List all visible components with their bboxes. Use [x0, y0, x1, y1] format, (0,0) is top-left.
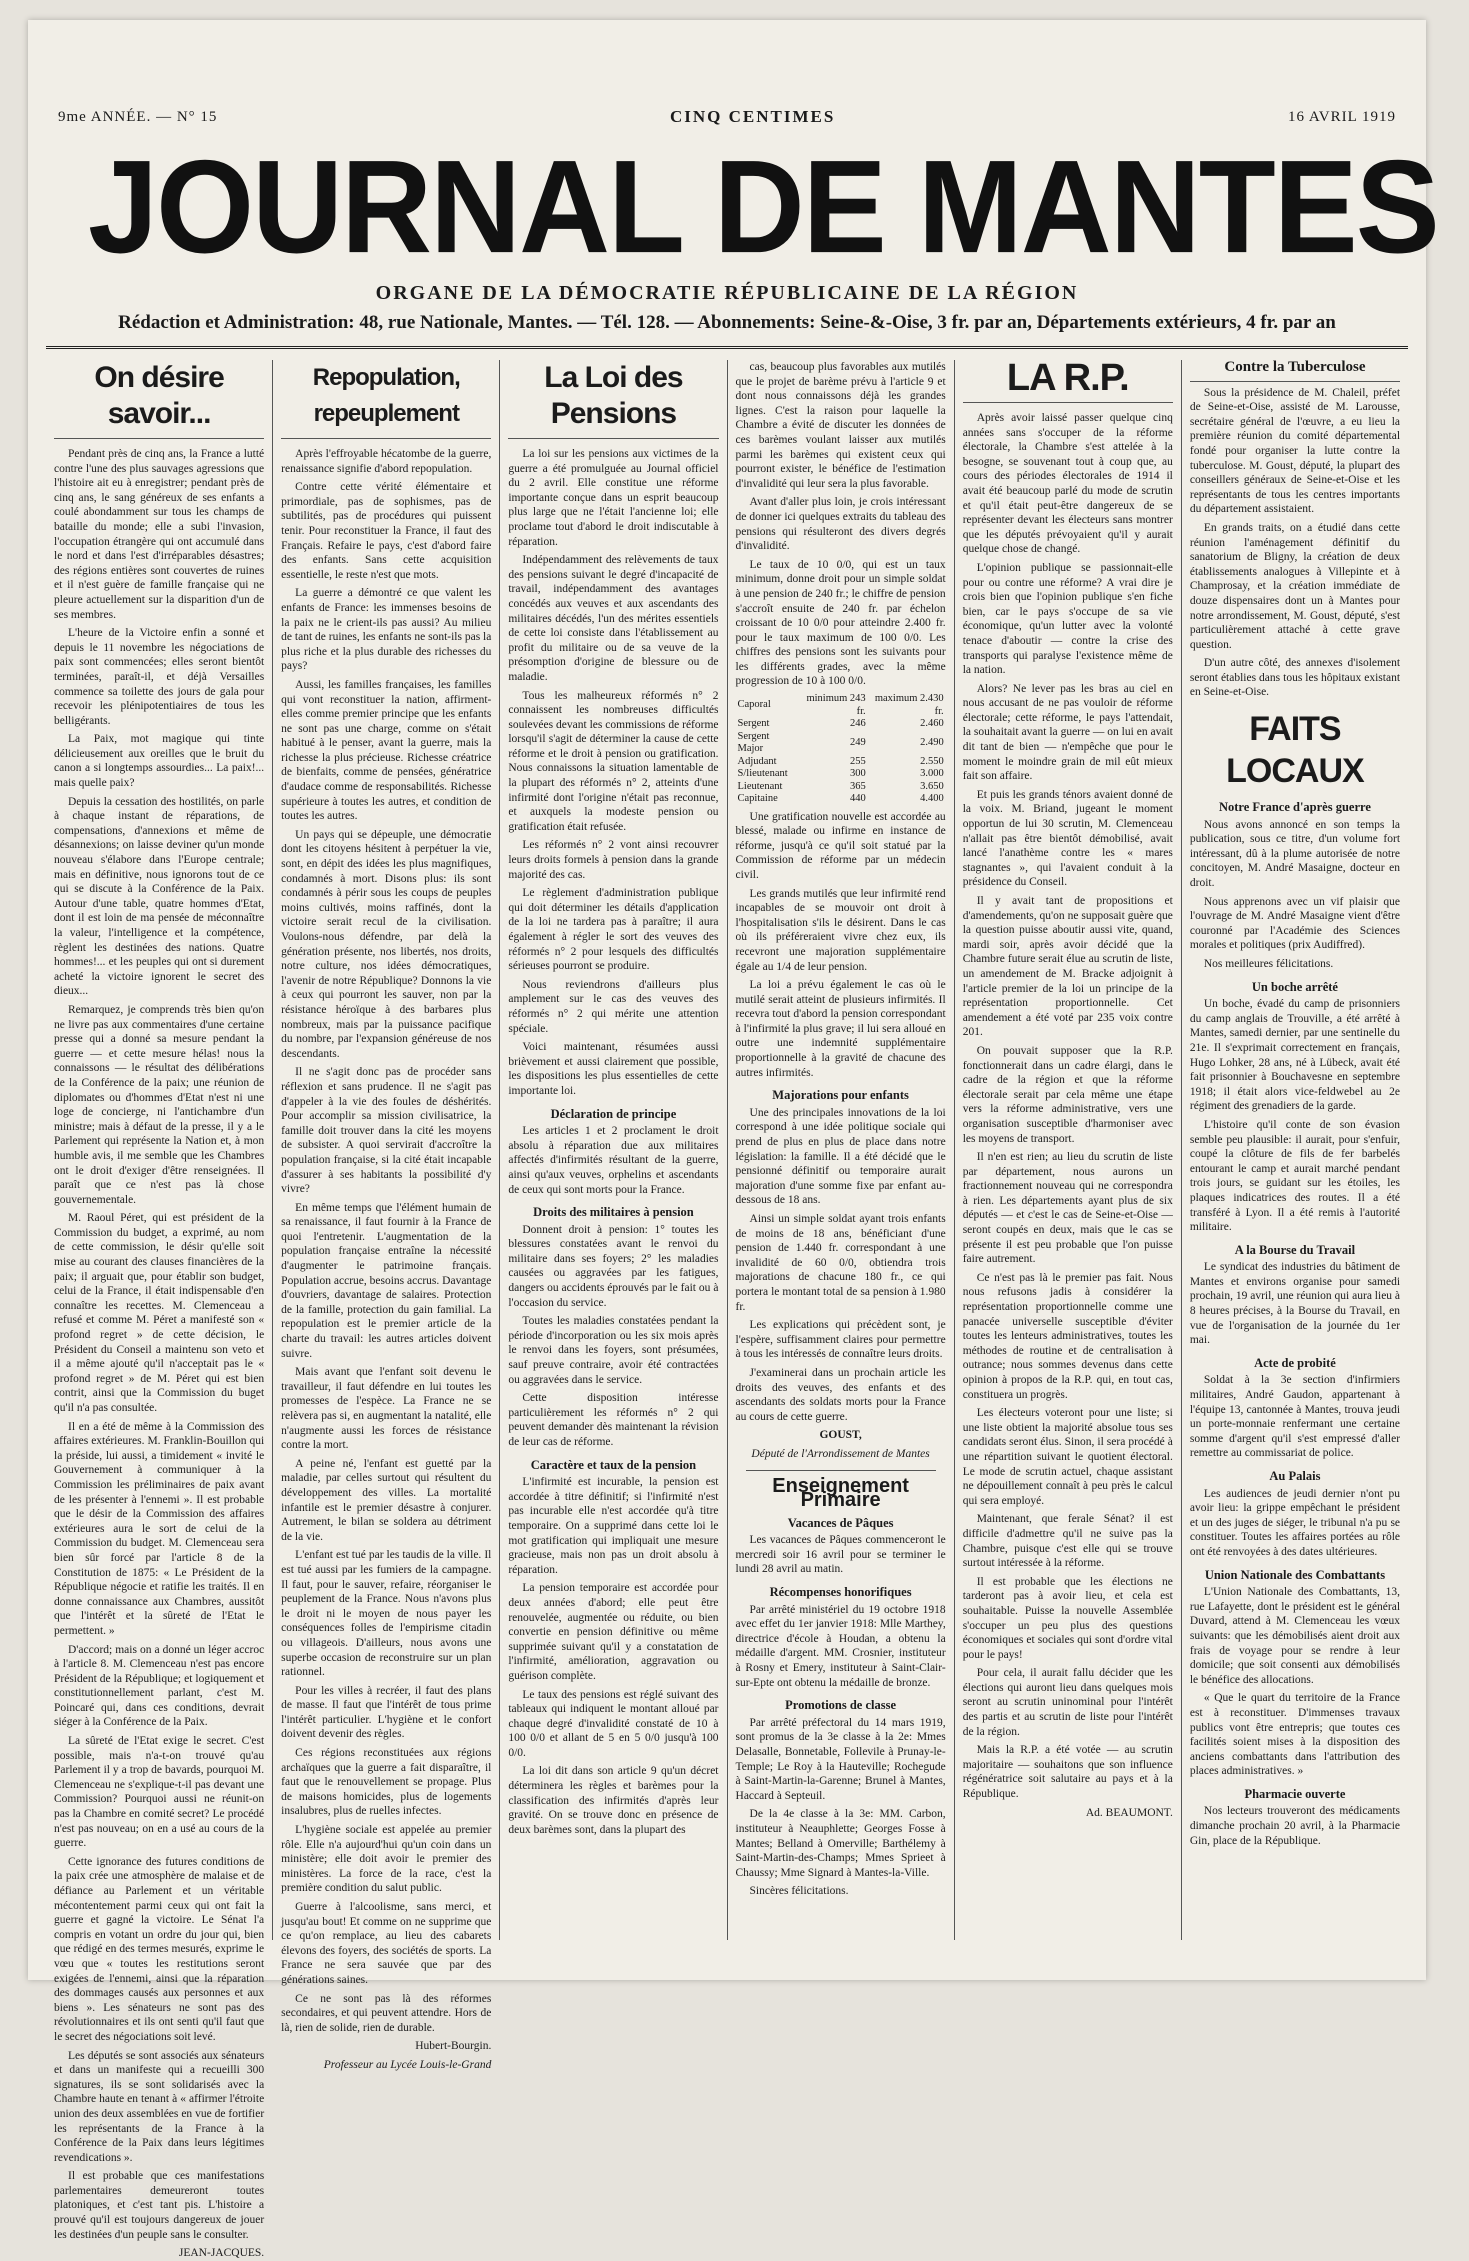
author-signature: JEAN-JACQUES. [178, 2247, 265, 2260]
table-cell: 246 [849, 718, 866, 730]
table-cell: Lieutenant [737, 780, 783, 792]
section-heading: Au Palais [1269, 1469, 1321, 1483]
paragraph: Un pays qui se dépeuple, une démocratie dont les citoyens hésitent à perpétuer la vie, sont, en dépit des idées les plus magnifiques, condamnés à mort. Disons plus: ils sont condamnés à périr sous les coups de peuples moins cultivés, moins raffinés, dont la victoire serait recul de la civilisation. Voulons-nous défendre, par delà la génération présente, nos libertés, nos droits, notre culture, nos idées démocratiques, l'avenir de notre République? Donnons la vie à ceux qui pourront les sauver, non par la résistance héroïque à des barbares plus nombreux, mais par la puissance pacifique du nombre, par l'expansion généreuse de nos descendants. [281, 828, 492, 1060]
paragraph: Et puis les grands ténors avaient donné de la voix. M. Briand, jugeant le moment opportun de lui 30 scrutin, M. Clemenceau n'allait pas être bientôt démobilisé, avait lancé l'anathème contre les « mares stagnantes », qui l'avaient conduit à la présidence du Conseil. [962, 788, 1173, 889]
paragraph: De la 4e classe à la 3e: MM. Carbon, instituteur à Neauphlette; Georges Fosse à Mantes; Belland à Omerville; Barthélemy à Saint-Martin-des-Champs; Mmes Sprieet à Chaussy; Mme Signard à Mantes-la-Ville. [735, 1808, 946, 1879]
paragraph: Ces régions reconstituées aux régions archaïques que la guerre a fait disparaître, il faut que le renouvellement se propage. Plus de maisons homicides, plus de logements insalubres, plus de ruelles infectes. [281, 1747, 492, 1818]
paragraph: Après avoir laissé passer quelque cinq années sans s'occuper de la réforme électorale, la Chambre s'est attelée à la besogne, se souvenant tout à coup que, au cours des périodes électorales de 1914 il avait été beaucoup parlé du mode de scrutin et qu'il était peut-être dangereux de se représenter devant les électeurs sans montrer que les députés prévoyaient qu'il y aurait quelque chose de changé. [962, 412, 1173, 556]
paragraph: Le taux des pensions est réglé suivant des tableaux qui indiquent le montant alloué par chaque degré d'invalidité constaté de 10 à 100 0/0 et allant de 5 en 5 0/0 jusqu'à 100 0/0. [508, 1688, 719, 1759]
masthead-address: Rédaction et Administration: 48, rue Nationale, Mantes. — Tél. 128. — Abonnements: Seine-&-Oise, 3 fr. par an, Départements extérieurs, 4 fr. par an [118, 312, 1336, 333]
article-title: On désire savoir... [54, 360, 264, 439]
section-heading: Un boche arrêté [1251, 979, 1338, 994]
paragraph: cas, beaucoup plus favorables aux mutilés que le projet de barème prévu à l'article 9 et dont nous connaissons déjà les grandes lignes. C'est la raison pour laquelle la Chambre a évité de discuter les données de ces barèmes voulant laisser aux mutilés parmi les barèmes qui existent ceux qui pourront exister, le bénéfice de l'estimation d'invalidité qui leur sera la plus favorable. [735, 361, 946, 490]
paragraph: Indépendamment des relèvements de taux des pensions suivant le degré d'incapacité de travail, indépendamment des avantages concédés aux veuves et aux ascendants des militaires décédés, l'un des mérites essentiels de cette loi consiste dans l'établissement au profit du militaire ou de sa veuve de la présomption d'origine de blessure ou de maladie. [508, 554, 719, 683]
table-row [736, 793, 946, 806]
paragraph: En grands traits, on a étudié dans cette réunion l'aménagement définitif du sanatorium de Bligny, la création de deux établissements analogues à Villepinte et à Champrosay, et la création immédiate de douze dispensaires dont un à Mantes pour notre arrondissement, M. Goust, député, s'est particulièrement attaché à cette grave question. [1189, 521, 1401, 651]
table-cell: 4.400 [920, 793, 944, 805]
paragraph: Remarquez, je comprends très bien qu'on ne livre pas aux commentaires d'une certaine presse qui a donné sa mesure pendant la guerre — et cette mesure hélas! nous la connaissons — le résultat des délibérations de la Conférence de la paix; une réunion de diplomates ou d'hommes d'Etat n'est ni une loge de concierge, ni l'antichambre d'un ministre; mais à défaut de la presse, il y a le Parlement qui représente la Nation et, à mon humble avis, il me semble que les Chambres ont le droit d'exiger d'être renseignées. Il paraît que ce n'est pas là chose gouvernementale. [54, 1003, 265, 1206]
column-6 [1181, 360, 1408, 1940]
paragraph: Mais la R.P. a été votée — au scrutin majoritaire — souhaitons que son influence régénératrice soit salutaire au pays et à la République. [962, 1744, 1173, 1801]
article-title: LA R.P. [963, 360, 1173, 403]
paragraph: Nous reviendrons d'ailleurs plus amplement sur le cas des veuves des réformés n° 2 qui mérite une attention spéciale. [508, 978, 719, 1035]
table-cell: 2.550 [920, 755, 944, 767]
column-4 [727, 360, 954, 1940]
paragraph: Avant d'aller plus loin, je crois intéressant de donner ici quelques extraits du tableau des pensions qui résulteront des divers degrés d'invalidité. [735, 496, 946, 553]
paragraph: On pouvait supposer que la R.P. fonctionnerait dans un cadre élargi, dans le cadre de la région et que la réforme électorale serait par cela même une étape vers la réforme administrative, vers une organisation susceptible d'harmoniser avec les moyens de transport. [962, 1044, 1173, 1145]
paragraph: La guerre a démontré ce que valent les enfants de France: les immenses besoins de la paix ne le crient-ils pas aussi? Au milieu de tant de ruines, les enfants ne sont-ils pas la plus riche et la plus durable des richesses du pays? [281, 587, 492, 673]
table-row [736, 718, 946, 731]
paragraph: Sincères félicitations. [749, 1885, 849, 1898]
table-row [736, 768, 946, 781]
table-row [736, 693, 946, 718]
section-heading: Droits des militaires à pension [533, 1205, 694, 1220]
table-cell: 249 [849, 736, 866, 748]
table-cell: Sergent [737, 718, 770, 730]
paragraph: Une des principales innovations de la loi correspond à une idée politique sociale qui prend de plus en plus de place dans notre législation: la famille. Il a été décidé que le pensionné définitif ou temporaire aurait majoration d'une somme fixe par enfant au-dessous de 18 ans. [735, 1106, 946, 1207]
paragraph: Soldat à la 3e section d'infirmiers militaires, André Gaudon, appartenant à l'équipe 13, cantonnée à Mantes, trouva jeudi un porte-monnaie renfermant une certaine somme d'argent qu'il s'est empressé d'aller remettre au commissariat de police. [1189, 1374, 1401, 1460]
paragraph: Donnent droit à pension: 1° toutes les blessures constatées avant le renvoi du militaire dans ses foyers; 2° les maladies causées ou aggravées par les fatigues, dangers ou accidents éprouvés par le fait ou à l'occasion du service. [508, 1223, 719, 1309]
paragraph: Cette disposition intéresse particulièrement les réformés n° 2 qui peuvent demander dès maintenant la révision de leur cas de réforme. [508, 1392, 719, 1448]
paragraph: Les députés se sont associés aux sénateurs et dans un manifeste qui a recueilli 300 signatures, ils se sont solidarisés avec la Chambre haute en tenant à « affirmer l'étroite union des deux assemblées en vue de fortifier les représentants de la France à la Conférence de la Paix dans leurs légitimes revendications ». [54, 2049, 265, 2164]
paragraph: L'histoire qu'il conte de son évasion semble peu plausible: il aurait, pour s'enfuir, coupé la clôture de fils de fer barbelés entourant le camp et aurait marché pendant trois jours, se guidant sur les étoiles, les plaques indicatrices des routes. Il a été transféré à Lyon. Il a été remis à l'autorité militaire. [1189, 1118, 1401, 1234]
author-signature: Ad. BEAUMONT. [1085, 1806, 1173, 1819]
article-columns [46, 357, 1408, 2260]
divider [746, 1470, 936, 1471]
paragraph: Il y avait tant de propositions et d'amendements, qu'on ne supposait guère que la question puisse aboutir aussi vite, quand, mardi soir, après avoir décidé que la Chambre future serait élue au scrutin de liste, un amendement de M. Bracke adjoignit à l'article premier de la loi un principe de la représentation proportionnelle. Cet amendement a été voté par 235 voix contre 201. [962, 895, 1173, 1039]
paragraph: La sûreté de l'Etat exige le secret. C'est possible, mais n'a-t-on trouvé qu'au Parlement il y a trop de bavards, pourquoi M. Clemenceau ne s'explique-t-il pas devant une Commission? Pourquoi aussi ne réunit-on pas la Chambre en comité secret? Le procédé n'est pas nouveau; on en a usé au cours de la guerre. [54, 1735, 265, 1850]
paragraph: Toutes les maladies constatées pendant la période d'incorporation ou les six mois après le renvoi dans les foyers, sont présumées, sauf preuve contraire, avoir été contractées ou aggravées dans le service. [508, 1315, 719, 1386]
table-cell: Sergent Major [737, 730, 770, 755]
table-cell: 365 [849, 780, 866, 792]
paragraph: M. Raoul Péret, qui est président de la Commission du budget, a exprimé, au nom de cette commission, le désir qu'elle soit mise au courant des clauses financières de la paix; il arguait que, pour établir son budget, celui de la France, il était indispensable d'en connaître les recettes. M. Clemenceau a refusé et comme M. Péret a manifesté son « profond regret » de cette décision, le Président du Conseil a maintenu son veto et il a même ajouté qu'il n'acceptait pas le « profond regret » de M. Péret qui est bien contrit, ainsi que la Commission du buget qu'il n'a pas consultée. [54, 1212, 265, 1414]
table-cell: 300 [849, 768, 866, 780]
paragraph: Les explications qui précèdent sont, je l'espère, suffisamment claires pour permettre à tous les intéressés de connaître leurs droits. [735, 1319, 946, 1361]
issue-date: 16 AVRIL 1919 [1287, 108, 1396, 125]
masthead-subtitle: ORGANE DE LA DÉMOCRATIE RÉPUBLICAINE DE LA RÉGION [375, 282, 1079, 304]
paragraph: Les électeurs voteront pour une liste; si une liste obtient la majorité absolue tous ses candidats seront élus. Sinon, il sera procédé à une répartition suivant le quotient électoral. Le mode de scrutin actuel, chaque assistant ne dépouillement connaît à peu près le calcul qui sera employé. [962, 1407, 1173, 1507]
paragraph: Ce n'est pas là le premier pas fait. Nous nous refusons jadis à considérer la représentation proportionnelle comme une panacée universelle susceptible d'éviter toutes les lenteurs administratives, toutes les méthodes de routine et de centralisation à outrance; nous sommes devenus dans cette opinion à propos de la R.P. qui, en tout cas, constituera un progrès. [962, 1271, 1173, 1401]
paragraph: D'un autre côté, des annexes d'isolement seront établies dans tous les hôpitaux existant en Seine-et-Oise. [1189, 657, 1401, 699]
section-heading: Récompenses honorifiques [769, 1585, 912, 1600]
paragraph: L'infirmité est incurable, la pension est accordée à titre définitif; si l'infirmité n'est pas incurable elle n'est accordée qu'à titre temporaire. On a supprimé dans cette loi le mot gratification qui impliquait une mesure gracieuse, mais non pas un droit absolu à réparation. [508, 1476, 719, 1576]
paragraph: Les articles 1 et 2 proclament le droit absolu à réparation due aux militaires affectés d'infirmités résultant de la guerre, ainsi qu'aux veuves, orphelins et ascendants de ceux qui sont morts pour la France. [508, 1125, 719, 1196]
paragraph: Ce ne sont pas là des réformes secondaires, et qui peuvent attendre. Hors de là, rien de solide, rien de durable. [281, 1992, 492, 2034]
paragraph: Les réformés n° 2 vont ainsi recouvrer leurs droits formels à pension dans la grande majorité des cas. [508, 839, 719, 881]
paragraph: Il en a été de même à la Commission des affaires extérieures. M. Franklin-Bouillon qui la préside, lui aussi, a timidement « invité le Gouvernement à communiquer à la Commission les préliminaires de paix avant de les présenter à l'ennemi ». Il est probable que le désir de la Commission des affaires extérieures aura le sort de celui de la Commission du budget. M. Clemenceau sera bien sûr forcé par l'article 8 de la Constitution de 1875: « Le Président de la République négocie et ratifie les traités. Il en donne connaissance aux Chambres, aussitôt que l'intérêt et la sûreté de l'Etat le permettent. » [54, 1420, 265, 1637]
paragraph: Pendant près de cinq ans, la France a lutté contre l'une des plus sauvages agressions que l'histoire ait eu à enregistrer; pendant près de cinq ans, le sang généreux de ses enfants a coulé abondamment sur tous les champs de bataille du monde; elle a subi l'invasion, l'occupation étrangère qui ont accumulé dans le nord et dans l'est d'irréparables désastres; des régions entières sont couvertes de ruines et il n'est guère de famille française qui ne pleure actuellement sur la disparition d'un de ses membres. [54, 448, 265, 621]
paragraph: Maintenant, que ferale Sénat? il est difficile d'admettre qu'il ne suive pas la Chambre, puisque c'est elle qui se trouve surtout intéressée à la réforme. [962, 1513, 1173, 1570]
header-divider [46, 346, 1408, 349]
section-heading: Notre France d'après guerre [1218, 800, 1371, 815]
table-cell: 2.490 [920, 736, 944, 748]
paragraph: La pension temporaire est accordée pour deux années d'abord; elle peut être renouvelée, augmentée ou réduite, ou bien convertie en pension définitive ou même supprimée suivant qu'il y a constatation de l'infirmité, amélioration, aggravation ou guérison complète. [508, 1582, 719, 1682]
table-cell: 440 [849, 793, 866, 805]
issue-number: 9me ANNÉE. — N° 15 [58, 108, 218, 125]
table-cell: 3.650 [920, 780, 944, 792]
paragraph: Cette ignorance des futures conditions de la paix crée une atmosphère de malaise et de défiance au Parlement et un véritable mécontentement parmi ceux qui ont fait la guerre et gagné la victoire. Le Sénat l'a compris en votant un ordre du jour qui, bien que rédigé en des termes mesurés, exprime le vœu que « toutes les restitutions seront exigées de l'ennemi, ainsi que la réparation des dommages causés aux personnes et aux biens ». Les sénateurs ne sont pas des révolutionnaires et ils ont senti qu'il faut que le secret des négociations soit levé. [54, 1855, 265, 2043]
paragraph: Il ne s'agit donc pas de procéder sans réflexion et sans prudence. Il ne s'agit pas d'appeler à la vie des foules de déshérités. Pour accomplir sa mission civilisatrice, la famille doit trouver dans la cité les moyens de subsister. A quoi servirait d'accroître la population française, si la cité était incapable d'assurer à ses habitants la possibilité d'y vivre? [281, 1066, 492, 1196]
paragraph: Nous avons annoncé en son temps la publication, sous ce titre, d'un volume fort intéressant, dû à la plume autorisée de notre concitoyen, M. André Masaigne, docteur en droit. [1189, 818, 1401, 890]
paragraph: « Que le quart du territoire de la France est à reconstituer. D'immenses travaux publics vont être entrepris; que toutes ces facilités soient mises à la disposition des anciens combattants dans l'attribution des places administratives. » [1189, 1692, 1401, 1778]
table-row [736, 731, 946, 756]
table-cell: Adjudant [737, 755, 777, 767]
paragraph: J'examinerai dans un prochain article les droits des veuves, des enfants et des ascendants des soldats morts pour la France au cours de cette guerre. [735, 1366, 946, 1423]
paragraph: D'accord; mais on a donné un léger accroc à l'article 8. M. Clemenceau n'est pas encore Président de la République; et logiquement et constitutionnellement parlant, c'est M. Poincaré qui, dans ces conditions, devrait siéger à la Conférence de la Paix. [54, 1643, 265, 1729]
paragraph: Alors? Ne lever pas les bras au ciel en nous accusant de ne pas vouloir de réforme électorale; cette réforme, le pays l'attendait, la souhaitait avant la guerre — on lui en avait dit tant de bien — n'empêche que pour le moment le moindre grain de mil eût mieux fait son affaire. [962, 682, 1173, 783]
paragraph: Les audiences de jeudi dernier n'ont pu avoir lieu: la grippe empêchant le président et un des juges de siéger, le tribunal n'a pu se constituer. Toutes les affaires portées au rôle ont été renvoyées à des dates ultérieures. [1189, 1487, 1401, 1558]
paragraph: L'Union Nationale des Combattants, 13, rue Lafayette, dont le président est le général Duvard, attend à M. Clemenceau les vœux suivants: que les démobilisés aient droit aux frais de voyage pour se rendre à leur domicile; que soit consenti aux démobilisés le bénéfice des allocations. [1189, 1586, 1401, 1686]
paragraph: Après l'effroyable hécatombe de la guerre, renaissance signifie d'abord repopulation. [281, 448, 492, 475]
table-cell: Caporal [737, 699, 771, 711]
paragraph: Nos meilleures félicitations. [1203, 958, 1334, 970]
section-heading: Pharmacie ouverte [1244, 1786, 1346, 1801]
header-topline [58, 104, 1396, 130]
column-2 [272, 360, 499, 2071]
author-title: Professeur au Lycée Louis-le-Grand [323, 2058, 492, 2071]
table-row [736, 756, 946, 769]
paragraph: L'hygiène sociale est appelée au premier rôle. Elle n'a aujourd'hui qu'un coin dans un ministère; elle doit avoir le premier des ministères. La force de la race, c'est la première condition du salut public. [281, 1824, 492, 1895]
pension-table [736, 693, 946, 806]
section-heading: Union Nationale des Combattants [1204, 1567, 1386, 1582]
paragraph: Le taux de 10 0/0, qui est un taux minimum, donne droit pour un simple soldat à une pension de 240 fr.; le chiffre de pension s'accroît ensuite de 240 fr. par échelon croissant de 10 0/0 pour atteindre 2.400 fr. pour le taux maximum de 100 0/0. Les chiffres des pensions sont les suivants pour les différents grades, avec la même progression de 10 à 100 0/0. [735, 558, 946, 688]
table-cell: S/lieutenant [737, 768, 788, 780]
section-heading: Caractère et taux de la pension [530, 1457, 697, 1472]
column-1 [46, 360, 272, 2260]
section-heading: Promotions de classe [785, 1698, 897, 1713]
price: CINQ CENTIMES [670, 107, 836, 126]
section-title: Enseignement Primaire [772, 1474, 909, 1512]
table-cell: maximum 2.430 fr. [874, 693, 944, 717]
paragraph: Ainsi un simple soldat ayant trois enfants de moins de 18 ans, bénéficiant d'une pension de 1.440 fr. correspondant à une invalidité de 60 0/0, obtiendra trois majorations de chacune 180 fr., ce qui portera le montant total de sa pension à 1.980 fr. [735, 1213, 946, 1313]
article-title: Repopulation, repeuplement [281, 360, 491, 439]
paragraph: L'enfant est tué par les taudis de la ville. Il est tué aussi par les fumiers de la campagne. Il faut, pour le sauver, refaire, réorganiser le peuplement de la France. Nous n'avons plus le droit ni le moyen de nous payer les conséquences folles de l'empirisme citadin ou villageois. D'ailleurs, nous avons une superbe occasion de reconstruire sur un plan rationnel. [281, 1549, 492, 1679]
paragraph: La loi a prévu également le cas où le mutilé serait atteint de plusieurs infirmités. Il recevra tout d'abord la pension correspondant à l'infirmité la plus grave; il lui sera alloué en outre une indemnité supplémentaire proportionnelle à la gravité de chacune des autres infirmités. [735, 979, 946, 1079]
paragraph: La loi dit dans son article 9 qu'un décret déterminera les règles et barèmes pour la classification des infirmités d'après leur gravité. On se trouve donc en présence de deux barèmes sont, dans la plupart des [508, 1765, 719, 1836]
paragraph: Voici maintenant, résumées aussi brièvement et aussi clairement que possible, les dispositions les plus essentielles de cette importante loi. [508, 1041, 719, 1097]
paragraph: Mais avant que l'enfant soit devenu le travailleur, il faut défendre en lui toutes les promesses de l'espèce. La France ne se relèvera pas si, en augmentant la natalité, elle n'augmente aussi les forces de résistance contre la mort. [281, 1366, 492, 1452]
paragraph: Contre cette vérité élémentaire et primordiale, pas de sophismes, pas de subtilités, pas de procédures qui puissent tenir. Pour reconstituer la France, il faut des Français. Refaire le pays, c'est d'abord faire des enfants. Sans cette acquisition essentielle, le reste n'est que mots. [281, 481, 492, 581]
section-heading: Majorations pour enfants [772, 1088, 909, 1103]
paragraph: Il est probable que les élections ne tarderont pas à avoir lieu, et cela est souhaitable. Puisse la nouvelle Assemblée s'occuper un peu plus des questions économiques et sociales qui sont d'ordre vital pour le pays! [962, 1575, 1173, 1661]
paragraph: Par arrêté préfectoral du 14 mars 1919, sont promus de la 3e classe à la 2e: Mmes Delasalle, Bonnetable, Follevile à Prunay-le-Temple; Le Roy à la Hauteville; Rochegude à Saint-Martin-la-Garenne; Brunel à Mantes, Haccard à Septeuil. [735, 1716, 946, 1802]
paragraph: La Paix, mot magique qui tinte délicieusement aux oreilles que le bruit du canon a si longtemps assourdies... La paix!... mais quelle paix? [54, 733, 265, 790]
section-heading: Vacances de Pâques [787, 1515, 894, 1530]
paragraph: Les vacances de Pâques commenceront le mercredi soir 16 avril pour se terminer le lundi 28 avril au matin. [735, 1534, 946, 1576]
table-cell: 255 [849, 755, 866, 767]
paragraph: Pour les villes à recréer, il faut des plans de masse. Il faut que l'intérêt de tous prime l'intérêt particulier. L'hygiène et le confort doivent devenir des règles. [281, 1684, 492, 1741]
section-title: FAITS LOCAUX [1226, 710, 1364, 791]
section-heading: A la Bourse du Travail [1234, 1242, 1356, 1257]
section-heading: Acte de probité [1254, 1355, 1336, 1370]
column-5 [954, 357, 1181, 1940]
masthead-title: JOURNAL DE MANTES [88, 132, 1438, 281]
paragraph: Pour cela, il aurait fallu décider que les élections qui auront lieu dans quelques mois seront au scrutin uninominal pour l'intérêt des partis et au scrutin de liste pour l'intérêt de la région. [962, 1667, 1173, 1738]
paragraph: Sous la présidence de M. Chaleil, préfet de Seine-et-Oise, assisté de M. Larousse, secrétaire général de l'œuvre, a eu lieu la première réunion du comité départemental fondé pour organiser la lutte contre la tuberculose. M. Goust, député, la plupart des conseillers généraux de Seine-et-Oise et les représentants de tous les centres importants du département assistaient. [1189, 386, 1401, 516]
paragraph: Tous les malheureux réformés n° 2 connaissent les nombreuses difficultés soulevées devant les commissions de réforme lorsqu'il s'agit de déterminer la cause de cette réforme et le droit à pension ou gratification. Nous connaissons la situation lamentable de la plupart des réformés n° 2, atteints d'une infirmité dont l'origine n'était pas reconnue, et auxquels la modeste pension ou gratification était refusée. [508, 689, 719, 833]
paragraph: Depuis la cessation des hostilités, on parle à chaque instant de réparations, de compensations, d'annexions et même de désannexions; on laisse deviner qu'un monde nouveau s'élabore dans l'Europe centrale; mais en définitive, nous ignorons tout de ce qui se discute à la Conférence de la Paix. Autour d'une table, quatre hommes d'Etat, dont il est loin de ma pensée de méconnaître la valeur, l'intelligence et la compétence, règlent les destinées des nations. Quatre hommes!... et les peuples qui ont si durement acheté la victoire ignorent le secret des dieux... [54, 795, 265, 998]
article-title: La Loi des Pensions [508, 360, 718, 439]
paragraph: L'heure de la Victoire enfin a sonné et depuis le 11 novembre les négociations de paix sont commencées; elles seront bientôt terminées, paraît-il, et déjà Versailles commence sa toilette des jours de gala pour recevoir les plénipotentiaires de tous les belligérants. [54, 627, 265, 727]
paragraph: Le règlement d'administration publique qui doit déterminer les détails d'application de la loi ne tardera pas à paraître; il aura également à régler le sort des veuves des réformés n° 2 pour lesquels des difficultés sérieuses pourront se produire. [508, 887, 719, 973]
table-cell: 3.000 [920, 768, 944, 780]
author-signature: Hubert-Bourgin. [415, 2040, 492, 2053]
paragraph: Nous apprenons avec un vif plaisir que l'ouvrage de M. André Masaigne vient d'être couronné par l'Académie des Sciences morales et politiques (prix Audiffred). [1189, 895, 1401, 952]
table-cell: minimum 243 fr. [806, 693, 866, 717]
article-title: Contre la Tuberculose [1190, 360, 1400, 382]
paragraph: Un boche, évadé du camp de prisonniers du camp anglais de Trouville, a été arrêté à Mantes, samedi dernier, par une sentinelle du 21e. Il s'exprimait correctement en français, Hugo Lohker, 28 ans, né à Lübeck, avait été fait prisonnier à Bouchavesne en septembre 1918; il était alors vice-feldwebel au 2e régiment des grenadiers de la garde. [1189, 998, 1401, 1113]
paragraph: Il est probable que ces manifestations parlementaires demeureront toutes platoniques, et c'est tant pis. L'histoire a prouvé qu'il est toujours dangereux de jouer les destinées d'un peuple sans le consulter. [54, 2170, 265, 2241]
section-heading: Déclaration de principe [550, 1106, 677, 1121]
newspaper-page [28, 20, 1438, 2260]
paragraph: Par arrêté ministériel du 19 octobre 1918 avec effet du 1er janvier 1918: Mlle Marthey, directrice d'école à Houdan, a obtenu la médaille d'argent. MM. Crosnier, instituteur à Rosny et Emery, instituteur à Saint-Clair-sur-Epte ont obtenu la médaille de bronze. [735, 1603, 946, 1689]
paragraph: L'opinion publique se passionnait-elle pour ou contre une réforme? A vrai dire je crois bien que l'opinion publique s'en fiche bien, car le pays s'occupe de sa vie économique, qu'un lutter avec la volonté tenace d'aboutir — contre la crise des transports qui paralyse l'existence même de la nation. [962, 561, 1173, 677]
paragraph: Une gratification nouvelle est accordée au blessé, malade ou infirme en instance de réforme, jusqu'à ce qu'il soit statué par la Commission de réforme par un médecin civil. [735, 810, 946, 881]
table-row [736, 781, 946, 794]
column-3 [499, 360, 726, 1940]
paragraph: A peine né, l'enfant est guetté par la maladie, par celles surtout qui résultent du développement des villes. La mortalité infantile est le premier désastre à conjurer. Autrement, le bilan se soldera au détriment de la vie. [281, 1457, 492, 1543]
paragraph: Nos lecteurs trouveront des médicaments dimanche prochain 20 avril, à la Pharmacie Gin, place de la République. [1189, 1805, 1401, 1847]
paragraph: Les grands mutilés que leur infirmité rend incapables de se mouvoir ont droit à l'hospitalisation s'ils le désirent. Dans le cas où ils préféreraient vivre chez eux, ils recevront une majoration supplémentaire égale au 1/4 de leur pension. [735, 887, 946, 973]
table-cell: Capitaine [737, 793, 778, 805]
paragraph: Guerre à l'alcoolisme, sans merci, et jusqu'au bout! Et comme on ne supprime que ce qu'on remplace, au lieu des cabarets élevons des foyers, des sociétés de sports. La France ne sera sauvée que par des générations saines. [281, 1901, 492, 1986]
author-title: Député de l'Arrondissement de Mantes [751, 1447, 930, 1460]
paragraph: Aussi, les familles françaises, les familles qui vont reconstituer la nation, affirment-elles comme premier principe que les enfants ne sont pas une charge, comme on s'était habitué à le penser, avant la guerre, mais la richesse la plus précieuse. Richesse créatrice de bienfaits, comme de pensées, génératrice d'audace comme de responsabilités. Richesse supérieure à toutes les autres, et condition de toutes les autres. [281, 678, 492, 823]
author-signature: GOUST, [819, 1429, 862, 1442]
paragraph: La loi sur les pensions aux victimes de la guerre a été promulguée au Journal officiel du 2 avril. Elle constitue une réforme importante conçue dans un esprit beaucoup plus large que ne l'était l'ancienne loi; elle proclame tout d'abord le droit indiscutable à réparation. [508, 448, 719, 548]
table-cell: 2.460 [920, 718, 944, 730]
paragraph: En même temps que l'élément humain de sa renaissance, il faut fournir à la France de quoi l'entretenir. L'augmentation de la population française entraîne la nécessité d'augmenter le patrimoine français. Population accrue, besoins accrus. Davantage d'ouvriers, davantage de salaires. Protection de la famille, protection du gain familial. La repopulation est le premier article de la charte du travail: les autres articles doivent suivre. [281, 1201, 492, 1360]
paragraph: Il n'en est rien; au lieu du scrutin de liste par département, nous aurons un fractionnement nouveau qui ne correspondra à rien. Les départements ayant plus de six députés — et c'est le cas de Seine-et-Oise — seront coupés en deux, mais que le cas se présente il est peu probable que l'on puisse faire autrement. [962, 1151, 1173, 1266]
paragraph: Le syndicat des industries du bâtiment de Mantes et environs organise pour samedi prochain, 19 avril, une réunion qui aura lieu à 8 heures précises, à la Bourse du Travail, en vue de l'organisation de la journée du 1er mai. [1189, 1261, 1401, 1347]
